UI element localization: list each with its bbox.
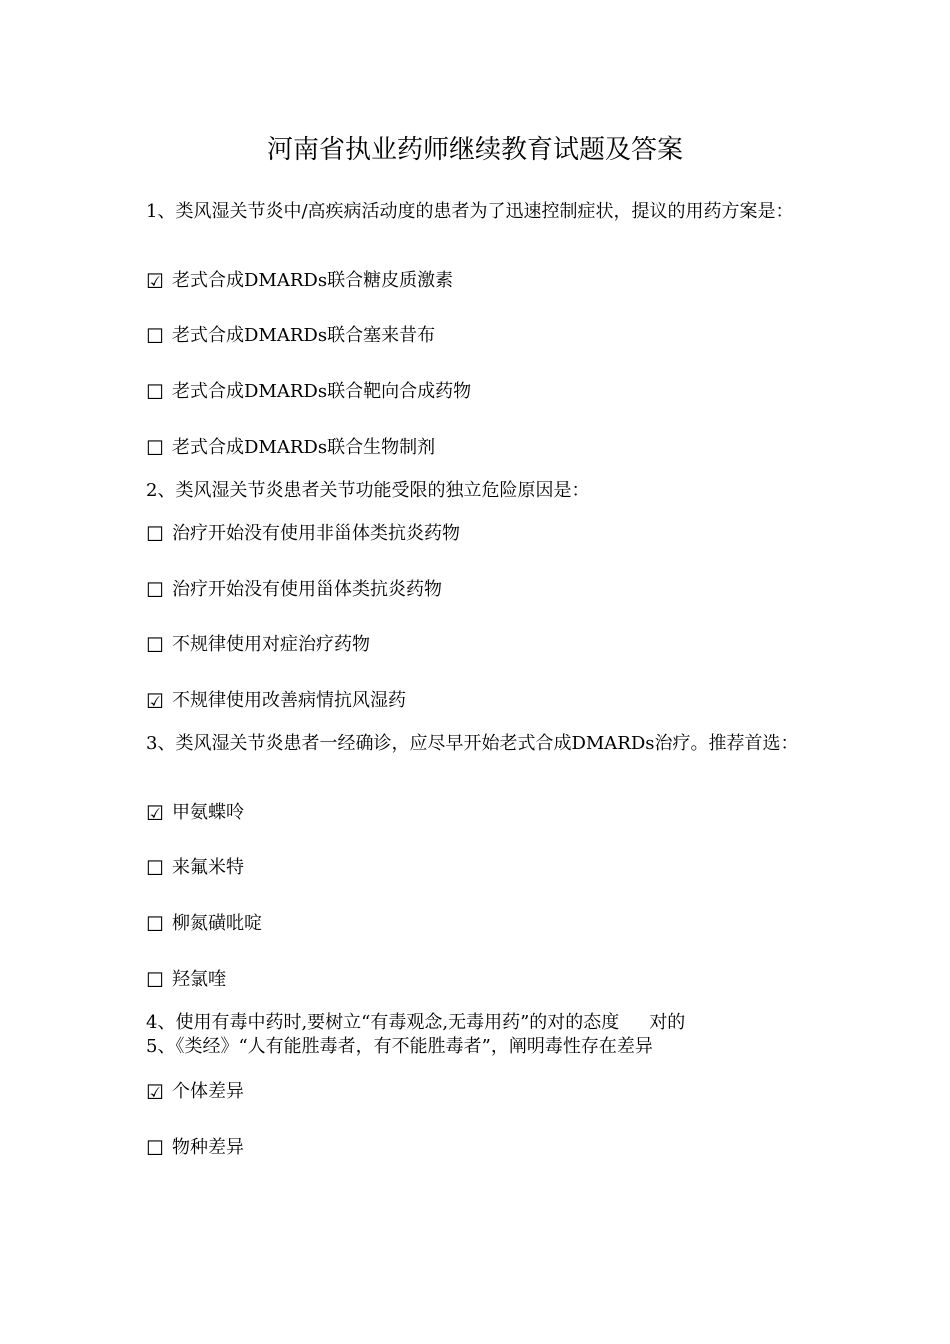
option-q2-c[interactable]	[146, 632, 370, 658]
checked-box-icon[interactable]: ☑	[146, 1080, 164, 1104]
option-label: 物种差异	[172, 1137, 244, 1158]
option-q3-a[interactable]	[146, 800, 244, 826]
option-q3-d[interactable]	[146, 967, 226, 993]
checkbox-icon[interactable]: ☐	[146, 324, 164, 348]
checked-box-icon[interactable]: ☑	[146, 801, 164, 825]
document-title: 河南省执业药师继续教育试题及答案	[266, 135, 683, 165]
question-4-answer: 对的	[649, 1012, 686, 1033]
option-label: 老式合成DMARDs联合靶向合成药物	[172, 381, 472, 402]
checkbox-icon[interactable]: ☐	[146, 578, 164, 602]
checkbox-icon[interactable]: ☐	[146, 856, 164, 880]
checked-box-icon[interactable]: ☑	[146, 269, 164, 293]
option-label: 不规律使用对症治疗药物	[172, 634, 370, 655]
option-label: 来氟米特	[172, 857, 244, 878]
question-2-text: 2、类风湿关节炎患者关节功能受限的独立危险原因是：	[146, 480, 590, 501]
question-3-text: 3、类风湿关节炎患者一经确诊，应尽早开始老式合成DMARDs治疗。推荐首选：	[146, 733, 799, 754]
question-5-text: 5、《类经》“人有能胜毒者，有不能胜毒者”，阐明毒性存在差异	[146, 1036, 653, 1057]
checkbox-icon[interactable]: ☐	[146, 436, 164, 460]
checked-box-icon[interactable]: ☑	[146, 689, 164, 713]
option-label: 老式合成DMARDs联合生物制剂	[172, 437, 436, 458]
checkbox-icon[interactable]: ☐	[146, 522, 164, 546]
option-q2-d[interactable]	[146, 688, 406, 714]
option-q3-b[interactable]	[146, 855, 244, 881]
option-label: 羟氯喹	[172, 969, 226, 990]
option-label: 老式合成DMARDs联合糖皮质激素	[172, 270, 454, 291]
option-label: 治疗开始没有使用非甾体类抗炎药物	[172, 523, 460, 544]
option-q5-a[interactable]	[146, 1079, 244, 1105]
option-q1-a[interactable]	[146, 268, 453, 294]
option-label: 不规律使用改善病情抗风湿药	[172, 690, 406, 711]
option-q5-b[interactable]	[146, 1135, 244, 1161]
option-label: 老式合成DMARDs联合塞来昔布	[172, 325, 436, 346]
option-label: 个体差异	[172, 1081, 244, 1102]
question-1-text: 1、类风湿关节炎中/高疾病活动度的患者为了迅速控制症状，提议的用药方案是：	[146, 201, 794, 222]
option-q3-c[interactable]	[146, 911, 262, 937]
checkbox-icon[interactable]: ☐	[146, 633, 164, 657]
checkbox-icon[interactable]: ☐	[146, 912, 164, 936]
checkbox-icon[interactable]: ☐	[146, 380, 164, 404]
option-q2-b[interactable]	[146, 577, 442, 603]
option-label: 甲氨蝶呤	[172, 802, 244, 823]
option-label: 治疗开始没有使用甾体类抗炎药物	[172, 579, 442, 600]
checkbox-icon[interactable]: ☐	[146, 968, 164, 992]
checkbox-icon[interactable]: ☐	[146, 1136, 164, 1160]
option-q1-c[interactable]	[146, 379, 471, 405]
option-label: 柳氮磺吡啶	[172, 913, 262, 934]
option-q1-d[interactable]	[146, 435, 435, 461]
option-q1-b[interactable]	[146, 323, 435, 349]
question-4-text: 4、使用有毒中药时,要树立“有毒观念,无毒用药”的对的态度	[146, 1012, 620, 1033]
option-q2-a[interactable]	[146, 521, 460, 547]
question-4-line	[146, 1011, 806, 1035]
